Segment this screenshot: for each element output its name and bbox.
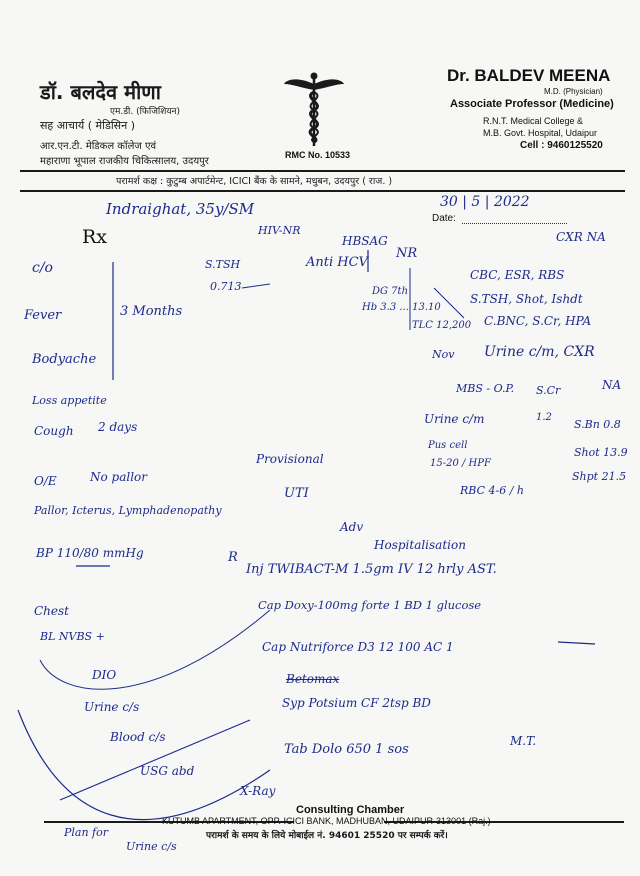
hw-dg: DG 7th [372, 286, 409, 297]
english-degree: M.D. (Physician) [544, 87, 603, 96]
hw-advice: Adv [340, 520, 364, 534]
date-label: Date: [432, 213, 456, 224]
hw-cough-duration: 2 days [98, 420, 138, 434]
hindi-doctor-name: डॉ. बलदेव मीणा [40, 80, 161, 104]
consult-address: परामर्श कक्ष : कुटुम्ब अपार्टमेन्ट, ICICI बैंक के सामने, मधुबन, उदयपुर ( राज. ) [116, 176, 393, 187]
hw-cbc: CBC, ESR, RBS [470, 268, 565, 282]
consulting-chamber: Consulting Chamber [296, 804, 405, 816]
hw-bp: BP 110/80 mmHg [36, 546, 144, 560]
hw-pus: Pus cell [428, 440, 468, 451]
hw-hb-line: Hb 3.3 ... 13.10 [362, 302, 441, 313]
hw-hbsag: HBSAG [342, 234, 388, 248]
hw-spt: Shpt 21.5 [572, 470, 627, 483]
hw-dio: DIO [92, 668, 117, 682]
hw-inj: Inj TWIBACT-M 1.5gm IV 12 hrly AST. [246, 562, 497, 577]
hw-urine-bottom: Urine c/s [126, 840, 177, 853]
hw-bodyache: Bodyache [32, 352, 97, 367]
hw-rx2: R [228, 550, 238, 565]
hw-mbs: MBS - O.P. [456, 382, 515, 395]
hw-urine-ctx: Urine c/s [84, 700, 140, 714]
hw-anti-hcv: Anti HCV [306, 255, 368, 270]
hw-urine-cm2: Urine c/m [424, 412, 485, 426]
hw-mt: M.T. [510, 734, 537, 748]
hw-sbn: S.Bn 0.8 [574, 418, 621, 431]
hw-scr: S.Cr [536, 384, 561, 397]
hw-oe: O/E [34, 474, 57, 488]
hw-patient: Indraighat, 35y/SM [106, 200, 255, 218]
hw-na: NA [602, 378, 622, 392]
hw-cap1: Cap Doxy-100mg forte 1 BD 1 glucose [258, 598, 482, 612]
hw-urine-cs: Urine c/m, CXR [484, 344, 595, 360]
rx-symbol: Rx [82, 226, 108, 248]
hw-plan: Plan for [64, 826, 109, 839]
hw-cxr-top: CXR NA [556, 230, 606, 244]
hw-tsh-line: S.TSH, Shot, Ishdt [470, 292, 583, 306]
english-doctor-name: Dr. BALDEV MEENA [447, 66, 611, 85]
hw-uti: UTI [284, 486, 309, 501]
hw-blood-cs: Blood c/s [110, 730, 166, 744]
hw-tab: Tab Dolo 650 1 sos [284, 742, 409, 757]
hw-nov: Nov [432, 348, 455, 361]
hw-nr: NR [396, 246, 418, 261]
footer-address: KUTUMB APARTMENT, OPP. ICICI BANK, MADHUBAN, UDAIPUR-313001 (Raj.) [162, 816, 491, 826]
hw-shot: Shot 13.9 [574, 446, 628, 459]
hw-hiv: HIV-NR [258, 224, 301, 237]
rmc-number: RMC No. 10533 [285, 150, 351, 160]
hw-loss-appetite: Loss appetite [32, 394, 107, 407]
english-cell: Cell : 9460125520 [520, 140, 603, 151]
hindi-college-1: आर.एन.टी. मेडिकल कॉलेज एवं [40, 141, 157, 152]
hw-tsh-value: 0.713 [210, 280, 242, 293]
hindi-degree: एम.डी. (फिजिशियन) [110, 107, 181, 117]
hw-cough: Cough [34, 424, 74, 438]
hw-cap2: Cap Nutriforce D3 12 100 AC 1 [262, 640, 454, 654]
hw-usg: USG abd [140, 764, 195, 778]
hw-chest: Chest [34, 604, 69, 618]
hw-cbnc: C.BNC, S.Cr, HPA [484, 314, 592, 328]
hw-tsh-label: S.TSH [205, 258, 241, 271]
hw-pallor-line: Pallor, Icterus, Lymphadenopathy [34, 504, 222, 517]
hw-xray: X-Ray [240, 784, 276, 798]
hw-hospitalisation: Hospitalisation [374, 538, 466, 552]
english-title: Associate Professor (Medicine) [450, 98, 614, 110]
hw-date: 30 | 5 | 2022 [440, 194, 530, 210]
hw-fever-duration: 3 Months [120, 304, 183, 319]
hw-rbc: RBC 4-6 / h [460, 484, 524, 497]
hw-tlc: TLC 12,200 [412, 320, 472, 331]
hw-syp: Syp Potsium CF 2tsp BD [282, 696, 431, 710]
hw-struck-drug: Betomax [286, 672, 340, 686]
hindi-title: सह आचार्य ( मेडिसिन ) [40, 119, 136, 132]
hw-hpf: 15-20 / HPF [430, 458, 491, 469]
hw-co: c/o [32, 260, 53, 276]
english-college-2: M.B. Govt. Hospital, Udaipur [483, 128, 598, 138]
hindi-college-2: महाराणा भूपाल राजकीय चिकित्सालय, उदयपुर [40, 156, 209, 167]
hw-provisional: Provisional [256, 452, 324, 466]
footer-hindi-contact: परामर्श के समय के लिये मोबाईल नं. 94601 25520 पर सम्पर्क करें। [206, 831, 448, 841]
hw-bl: BL NVBS + [40, 630, 105, 643]
english-college-1: R.N.T. Medical College & [483, 116, 584, 126]
hw-fever: Fever [24, 308, 62, 323]
hw-no-pallor: No pallor [90, 470, 148, 484]
hw-pus-value: 1.2 [536, 412, 552, 423]
